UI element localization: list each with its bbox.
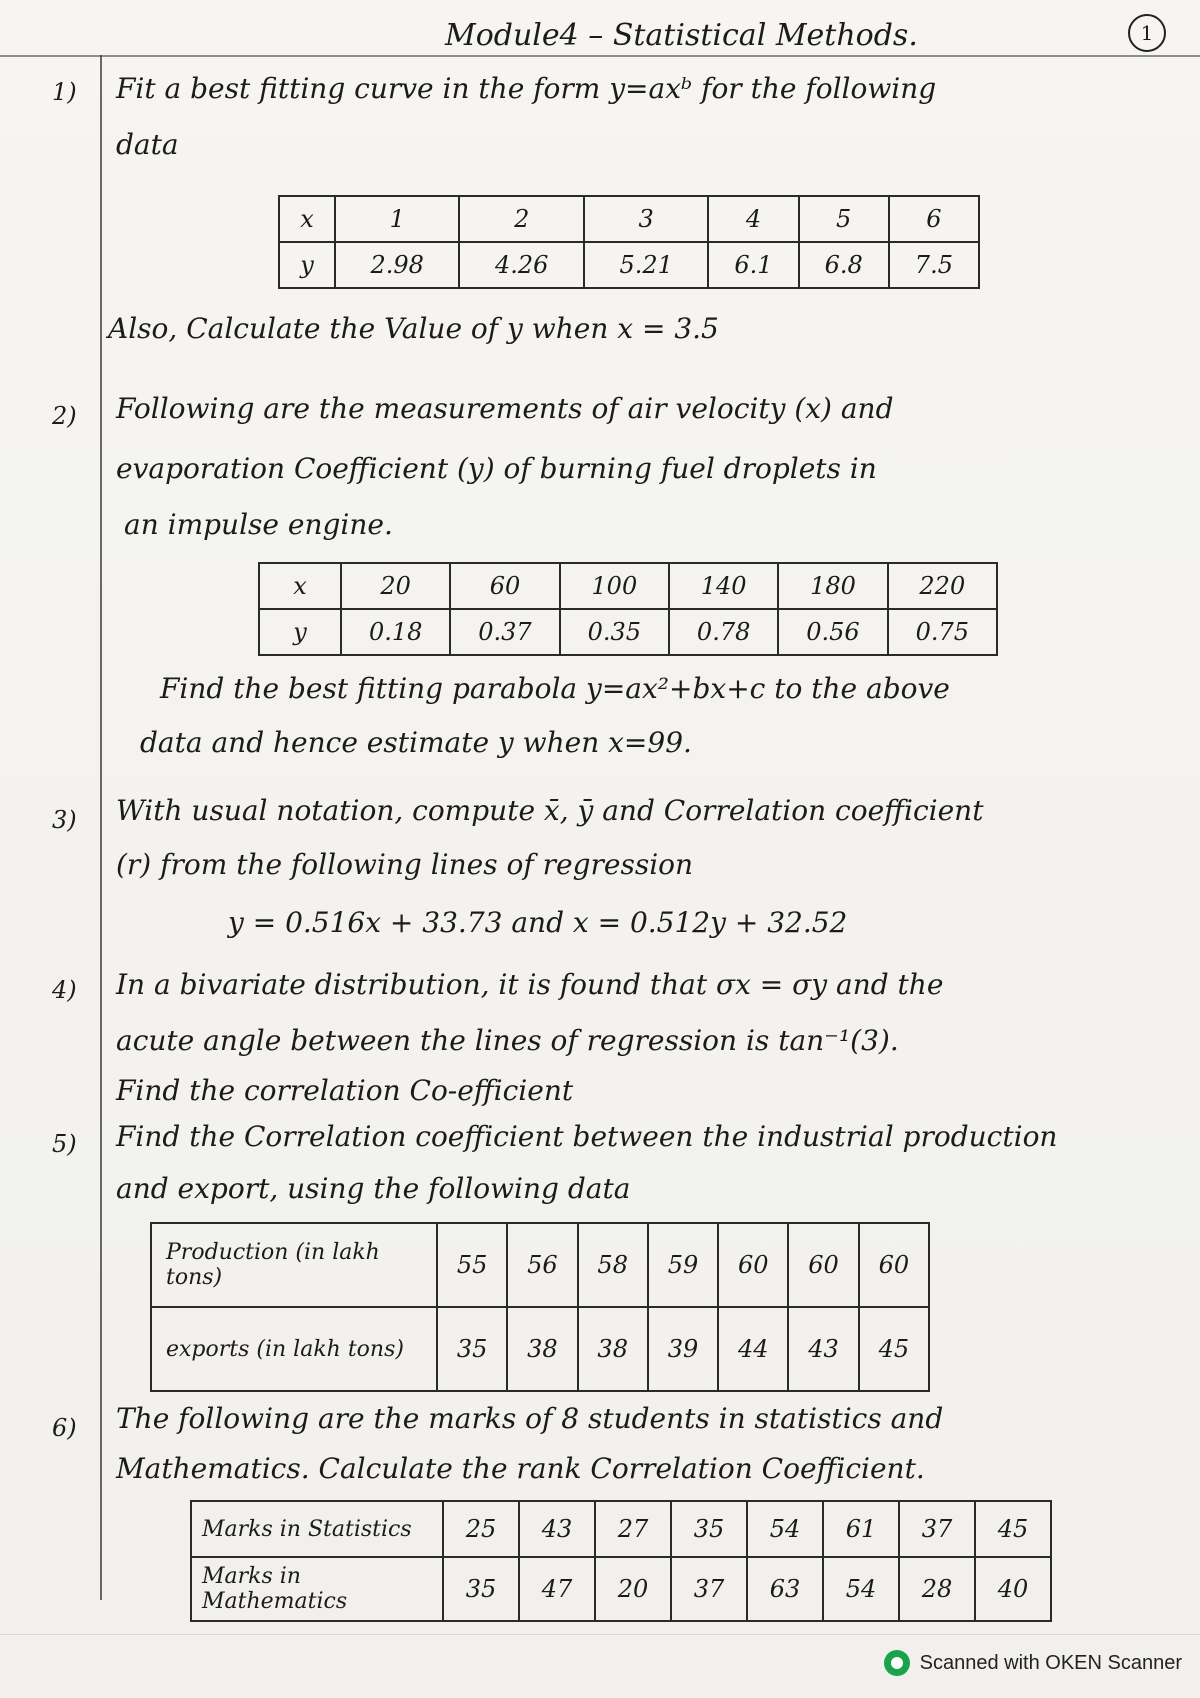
q6-mathematics-cell: 37 bbox=[671, 1557, 747, 1621]
question-1-line-2: data bbox=[116, 128, 179, 161]
q6-mathematics-cell: 35 bbox=[443, 1557, 519, 1621]
q2-y-label: y bbox=[259, 609, 341, 655]
q5-production-cell: 60 bbox=[788, 1223, 858, 1307]
page-title: Module4 – Statistical Methods. bbox=[445, 18, 918, 53]
q2-x-cell: 220 bbox=[888, 563, 997, 609]
q1-y-cell: 7.5 bbox=[889, 242, 979, 288]
question-2-number: 2) bbox=[52, 402, 77, 430]
question-2-line-2: evaporation Coefficient (y) of burning fuel droplets in bbox=[116, 452, 877, 485]
q6-statistics-cell: 37 bbox=[899, 1501, 975, 1557]
question-1-line-1: Fit a best fitting curve in the form y=axᵇ for the following bbox=[116, 72, 937, 105]
q6-statistics-cell: 61 bbox=[823, 1501, 899, 1557]
question-4-number: 4) bbox=[52, 976, 77, 1004]
q5-production-cell: 56 bbox=[507, 1223, 577, 1307]
scanner-watermark bbox=[884, 1650, 1182, 1676]
q1-x-cell: 1 bbox=[335, 196, 459, 242]
question-2-table bbox=[258, 562, 998, 656]
q1-y-cell: 6.8 bbox=[799, 242, 889, 288]
question-6-line-2: Mathematics. Calculate the rank Correlation Coefficient. bbox=[116, 1452, 925, 1485]
q1-x-label: x bbox=[279, 196, 335, 242]
q6-statistics-cell: 35 bbox=[671, 1501, 747, 1557]
q2-y-cell: 0.37 bbox=[450, 609, 559, 655]
question-1-number: 1) bbox=[52, 78, 77, 106]
q6-statistics-cell: 27 bbox=[595, 1501, 671, 1557]
q2-x-cell: 140 bbox=[669, 563, 778, 609]
q2-y-cell: 0.35 bbox=[560, 609, 669, 655]
margin-line bbox=[100, 55, 102, 1600]
q2-y-cell: 0.75 bbox=[888, 609, 997, 655]
q1-x-cell: 6 bbox=[889, 196, 979, 242]
question-4-line-2: acute angle between the lines of regression is tan⁻¹(3). bbox=[116, 1024, 899, 1057]
question-1-followup: Also, Calculate the Value of y when x = 3.5 bbox=[108, 312, 719, 345]
q1-y-cell: 5.21 bbox=[584, 242, 708, 288]
scanner-text: Scanned with OKEN Scanner bbox=[919, 1651, 1182, 1674]
q6-row-1-label: Marks in Statistics bbox=[191, 1501, 443, 1557]
q5-row-1-label: Production (in lakh tons) bbox=[151, 1223, 437, 1307]
q2-y-cell: 0.78 bbox=[669, 609, 778, 655]
question-3-number: 3) bbox=[52, 806, 77, 834]
q2-x-label: x bbox=[259, 563, 341, 609]
q5-export-cell: 35 bbox=[437, 1307, 507, 1391]
question-5-number: 5) bbox=[52, 1130, 77, 1158]
q2-x-cell: 20 bbox=[341, 563, 450, 609]
q1-y-label: y bbox=[279, 242, 335, 288]
q2-y-cell: 0.18 bbox=[341, 609, 450, 655]
question-6-line-1: The following are the marks of 8 students in statistics and bbox=[116, 1402, 944, 1435]
q5-production-cell: 60 bbox=[718, 1223, 788, 1307]
q5-row-2-label: exports (in lakh tons) bbox=[151, 1307, 437, 1391]
q6-row-2-label: Marks in Mathematics bbox=[191, 1557, 443, 1621]
q1-y-cell: 2.98 bbox=[335, 242, 459, 288]
q5-export-cell: 39 bbox=[648, 1307, 718, 1391]
q6-mathematics-cell: 63 bbox=[747, 1557, 823, 1621]
question-5-table bbox=[150, 1222, 930, 1392]
q5-production-cell: 60 bbox=[859, 1223, 929, 1307]
question-2-after-1: Find the best fitting parabola y=ax²+bx+c to the above bbox=[160, 672, 950, 705]
q6-statistics-cell: 43 bbox=[519, 1501, 595, 1557]
q1-x-cell: 2 bbox=[459, 196, 583, 242]
page-number: 1 bbox=[1128, 14, 1166, 52]
question-2-after-2: data and hence estimate y when x=99. bbox=[140, 726, 692, 759]
q2-x-cell: 180 bbox=[778, 563, 887, 609]
q1-x-cell: 3 bbox=[584, 196, 708, 242]
q1-y-cell: 4.26 bbox=[459, 242, 583, 288]
question-3-line-2: (r) from the following lines of regression bbox=[116, 848, 694, 881]
q6-statistics-cell: 25 bbox=[443, 1501, 519, 1557]
question-1-table bbox=[278, 195, 980, 289]
q6-mathematics-cell: 47 bbox=[519, 1557, 595, 1621]
q2-x-cell: 60 bbox=[450, 563, 559, 609]
question-3-line-1: With usual notation, compute x̄, ȳ and Correlation coefficient bbox=[116, 794, 984, 827]
question-5-line-2: and export, using the following data bbox=[116, 1172, 631, 1205]
q6-mathematics-cell: 54 bbox=[823, 1557, 899, 1621]
question-2-line-1: Following are the measurements of air velocity (x) and bbox=[116, 392, 894, 425]
q6-mathematics-cell: 20 bbox=[595, 1557, 671, 1621]
q2-y-cell: 0.56 bbox=[778, 609, 887, 655]
q1-x-cell: 4 bbox=[708, 196, 798, 242]
q5-export-cell: 45 bbox=[859, 1307, 929, 1391]
q6-mathematics-cell: 40 bbox=[975, 1557, 1051, 1621]
q5-export-cell: 43 bbox=[788, 1307, 858, 1391]
page-bottom-rule bbox=[0, 1634, 1200, 1635]
q5-export-cell: 38 bbox=[507, 1307, 577, 1391]
question-6-number: 6) bbox=[52, 1414, 77, 1442]
q5-export-cell: 38 bbox=[578, 1307, 648, 1391]
q1-y-cell: 6.1 bbox=[708, 242, 798, 288]
question-4-line-3: Find the correlation Co-efficient bbox=[116, 1074, 574, 1107]
question-4-line-1: In a bivariate distribution, it is found that σx = σy and the bbox=[116, 968, 944, 1001]
q6-mathematics-cell: 28 bbox=[899, 1557, 975, 1621]
question-6-table bbox=[190, 1500, 1052, 1622]
question-2-line-3: an impulse engine. bbox=[124, 508, 393, 541]
question-5-line-1: Find the Correlation coefficient between the industrial production bbox=[116, 1120, 1058, 1153]
q1-x-cell: 5 bbox=[799, 196, 889, 242]
q6-statistics-cell: 45 bbox=[975, 1501, 1051, 1557]
scanner-logo-icon bbox=[884, 1650, 910, 1676]
q2-x-cell: 100 bbox=[560, 563, 669, 609]
header-rule bbox=[0, 55, 1200, 57]
q5-production-cell: 58 bbox=[578, 1223, 648, 1307]
q6-statistics-cell: 54 bbox=[747, 1501, 823, 1557]
q5-production-cell: 55 bbox=[437, 1223, 507, 1307]
question-3-line-3: y = 0.516x + 33.73 and x = 0.512y + 32.52 bbox=[228, 906, 848, 939]
q5-export-cell: 44 bbox=[718, 1307, 788, 1391]
q5-production-cell: 59 bbox=[648, 1223, 718, 1307]
